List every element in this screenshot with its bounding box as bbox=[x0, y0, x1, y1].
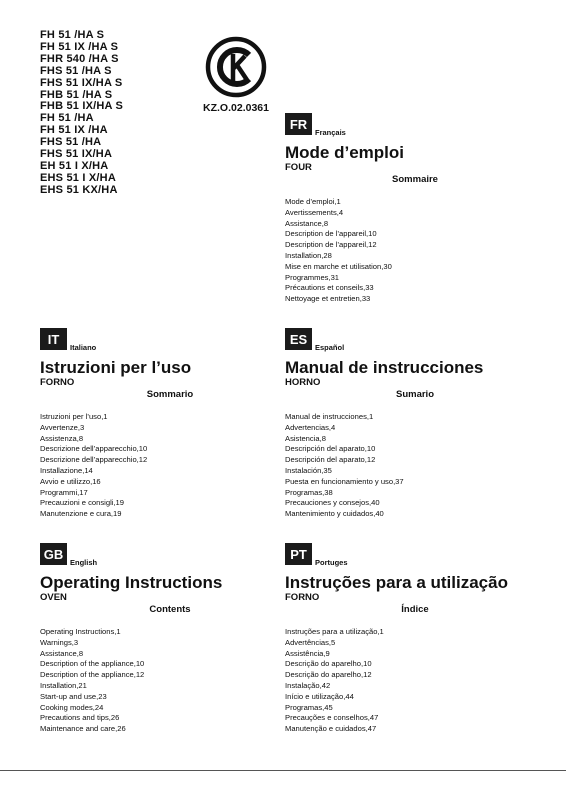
toc-item: Programmi,17 bbox=[40, 487, 88, 497]
toc-item: Précautions et conseils,33 bbox=[285, 283, 374, 293]
manual-title: Manual de instrucciones bbox=[285, 358, 484, 377]
table-of-contents bbox=[40, 412, 280, 520]
toc-item: Programmes,31 bbox=[285, 272, 340, 282]
manual-subtitle: HORNO bbox=[285, 377, 321, 388]
language-badge: PT bbox=[285, 543, 312, 565]
toc-item: Assistance,8 bbox=[40, 648, 84, 658]
model-item: FHR 540 /HA S bbox=[40, 52, 119, 65]
toc-item: Manutenção e cuidados,47 bbox=[285, 724, 377, 734]
toc-item: Installation,28 bbox=[285, 250, 332, 260]
toc-item: Asistencia,8 bbox=[285, 433, 326, 443]
toc-item: Manual de instrucciones,1 bbox=[285, 412, 374, 421]
language-header bbox=[40, 543, 280, 565]
section-es bbox=[285, 328, 525, 520]
toc-item: Descrição do aparelho,10 bbox=[285, 659, 372, 669]
manual-subtitle: FORNO bbox=[285, 592, 320, 603]
model-item: FHS 51 /HA S bbox=[40, 64, 112, 77]
toc-item: Programas,38 bbox=[285, 487, 333, 497]
toc-heading: Índice bbox=[401, 604, 429, 615]
toc-item: Programas,45 bbox=[285, 702, 333, 712]
language-name: Español bbox=[315, 343, 345, 352]
language-name: Portuges bbox=[315, 558, 348, 567]
model-item: FHS 51 /HA bbox=[40, 136, 102, 149]
toc-heading: Contents bbox=[149, 604, 191, 615]
toc-item: Precauções e conselhos,47 bbox=[285, 713, 379, 723]
footer-divider bbox=[0, 770, 566, 771]
model-item: FH 51 /HA bbox=[40, 112, 94, 125]
toc-item: Mantenimiento y cuidados,40 bbox=[285, 509, 384, 519]
toc-item: Assistência,9 bbox=[285, 648, 330, 658]
model-list bbox=[40, 30, 123, 197]
model-item: EH 51 I X/HA bbox=[40, 159, 109, 172]
table-of-contents bbox=[40, 627, 280, 735]
section-pt bbox=[285, 543, 525, 735]
language-header bbox=[285, 328, 525, 350]
toc-item: Início e utilização,44 bbox=[285, 691, 354, 701]
toc-item: Cooking modes,24 bbox=[40, 702, 104, 712]
section-it bbox=[40, 328, 280, 520]
table-of-contents bbox=[285, 197, 525, 305]
toc-item: Nettoyage et entretien,33 bbox=[285, 294, 371, 304]
toc-item: Instalación,35 bbox=[285, 465, 332, 475]
model-item: FH 51 IX /HA bbox=[40, 124, 108, 137]
toc-item: Assistenza,8 bbox=[40, 433, 84, 443]
toc-item: Manutenzione e cura,19 bbox=[40, 509, 122, 519]
model-item: FHS 51 IX/HA S bbox=[40, 76, 123, 89]
certification-code: KZ.O.02.0361 bbox=[203, 102, 269, 114]
toc-heading: Sumario bbox=[395, 389, 434, 400]
certification-block bbox=[201, 36, 271, 114]
manual-title: Instruções para a utilização bbox=[285, 573, 508, 592]
language-name: Italiano bbox=[70, 343, 97, 352]
language-name: English bbox=[70, 558, 98, 567]
toc-item: Instalação,42 bbox=[285, 680, 331, 690]
language-badge: IT bbox=[40, 328, 67, 350]
toc-item: Installation,21 bbox=[40, 680, 87, 690]
language-badge: ES bbox=[285, 328, 312, 350]
toc-item: Precautions and tips,26 bbox=[40, 713, 120, 723]
toc-item: Precauciones y consejos,40 bbox=[285, 498, 380, 508]
toc-item: Avvio e utilizzo,16 bbox=[40, 476, 101, 486]
toc-item: Description of the appliance,10 bbox=[40, 659, 145, 669]
section-gb bbox=[40, 543, 280, 735]
toc-item: Avertissements,4 bbox=[285, 207, 344, 217]
toc-item: Avvertenze,3 bbox=[40, 422, 85, 432]
toc-item: Mise en marche et utilisation,30 bbox=[285, 261, 392, 271]
toc-item: Descripción del aparato,10 bbox=[285, 444, 376, 454]
language-name: Français bbox=[315, 128, 346, 137]
toc-item: Description de l’appareil,12 bbox=[285, 240, 377, 250]
manual-subtitle: FOUR bbox=[285, 162, 312, 173]
toc-item: Precauzioni e consigli,19 bbox=[40, 498, 125, 508]
toc-item: Maintenance and care,26 bbox=[40, 724, 126, 734]
language-badge: FR bbox=[285, 113, 312, 135]
model-item: EHS 51 I X/HA bbox=[40, 171, 116, 184]
model-item: FHB 51 IX/HA S bbox=[40, 100, 124, 113]
table-of-contents bbox=[285, 412, 525, 520]
toc-item: Assistance,8 bbox=[285, 218, 329, 228]
manual-subtitle: FORNO bbox=[40, 377, 75, 388]
toc-item: Installazione,14 bbox=[40, 465, 93, 475]
toc-item: Description de l’appareil,10 bbox=[285, 229, 377, 239]
manual-title: Mode d’emploi bbox=[285, 143, 404, 162]
toc-item: Advertências,5 bbox=[285, 637, 336, 647]
toc-item: Instruções para a utilização,1 bbox=[285, 627, 384, 636]
toc-heading: Sommaire bbox=[392, 174, 438, 185]
toc-item: Warnings,3 bbox=[40, 637, 79, 647]
toc-item: Mode d’emploi,1 bbox=[285, 197, 341, 206]
toc-item: Description of the appliance,12 bbox=[40, 670, 145, 680]
model-item: FH 51 /HA S bbox=[40, 29, 105, 41]
model-item: FH 51 IX /HA S bbox=[40, 40, 119, 53]
language-header bbox=[40, 328, 280, 350]
toc-item: Advertencias,4 bbox=[285, 422, 336, 432]
toc-item: Descripción del aparato,12 bbox=[285, 455, 376, 465]
certification-mark-icon bbox=[205, 36, 267, 98]
toc-item: Descrizione dell’apparecchio,10 bbox=[40, 444, 148, 454]
model-item: EHS 51 KX/HA bbox=[40, 183, 118, 196]
toc-item: Descrizione dell’apparecchio,12 bbox=[40, 455, 148, 465]
toc-heading: Sommario bbox=[146, 389, 194, 400]
manual-title: Istruzioni per l’uso bbox=[40, 358, 192, 377]
toc-item: Operating Instructions,1 bbox=[40, 627, 121, 636]
language-badge: GB bbox=[40, 543, 67, 565]
model-item: FHS 51 IX/HA bbox=[40, 148, 113, 161]
section-fr bbox=[285, 113, 525, 305]
table-of-contents bbox=[285, 627, 525, 735]
toc-item: Start-up and use,23 bbox=[40, 691, 107, 701]
manual-subtitle: OVEN bbox=[40, 592, 67, 603]
language-header bbox=[285, 543, 525, 565]
manual-title: Operating Instructions bbox=[40, 573, 223, 592]
toc-item: Puesta en funcionamiento y uso,37 bbox=[285, 476, 404, 486]
language-header bbox=[285, 113, 525, 135]
toc-item: Descrição do aparelho,12 bbox=[285, 670, 372, 680]
toc-item: Istruzioni per l’uso,1 bbox=[40, 412, 108, 421]
model-item: FHB 51 /HA S bbox=[40, 88, 113, 101]
